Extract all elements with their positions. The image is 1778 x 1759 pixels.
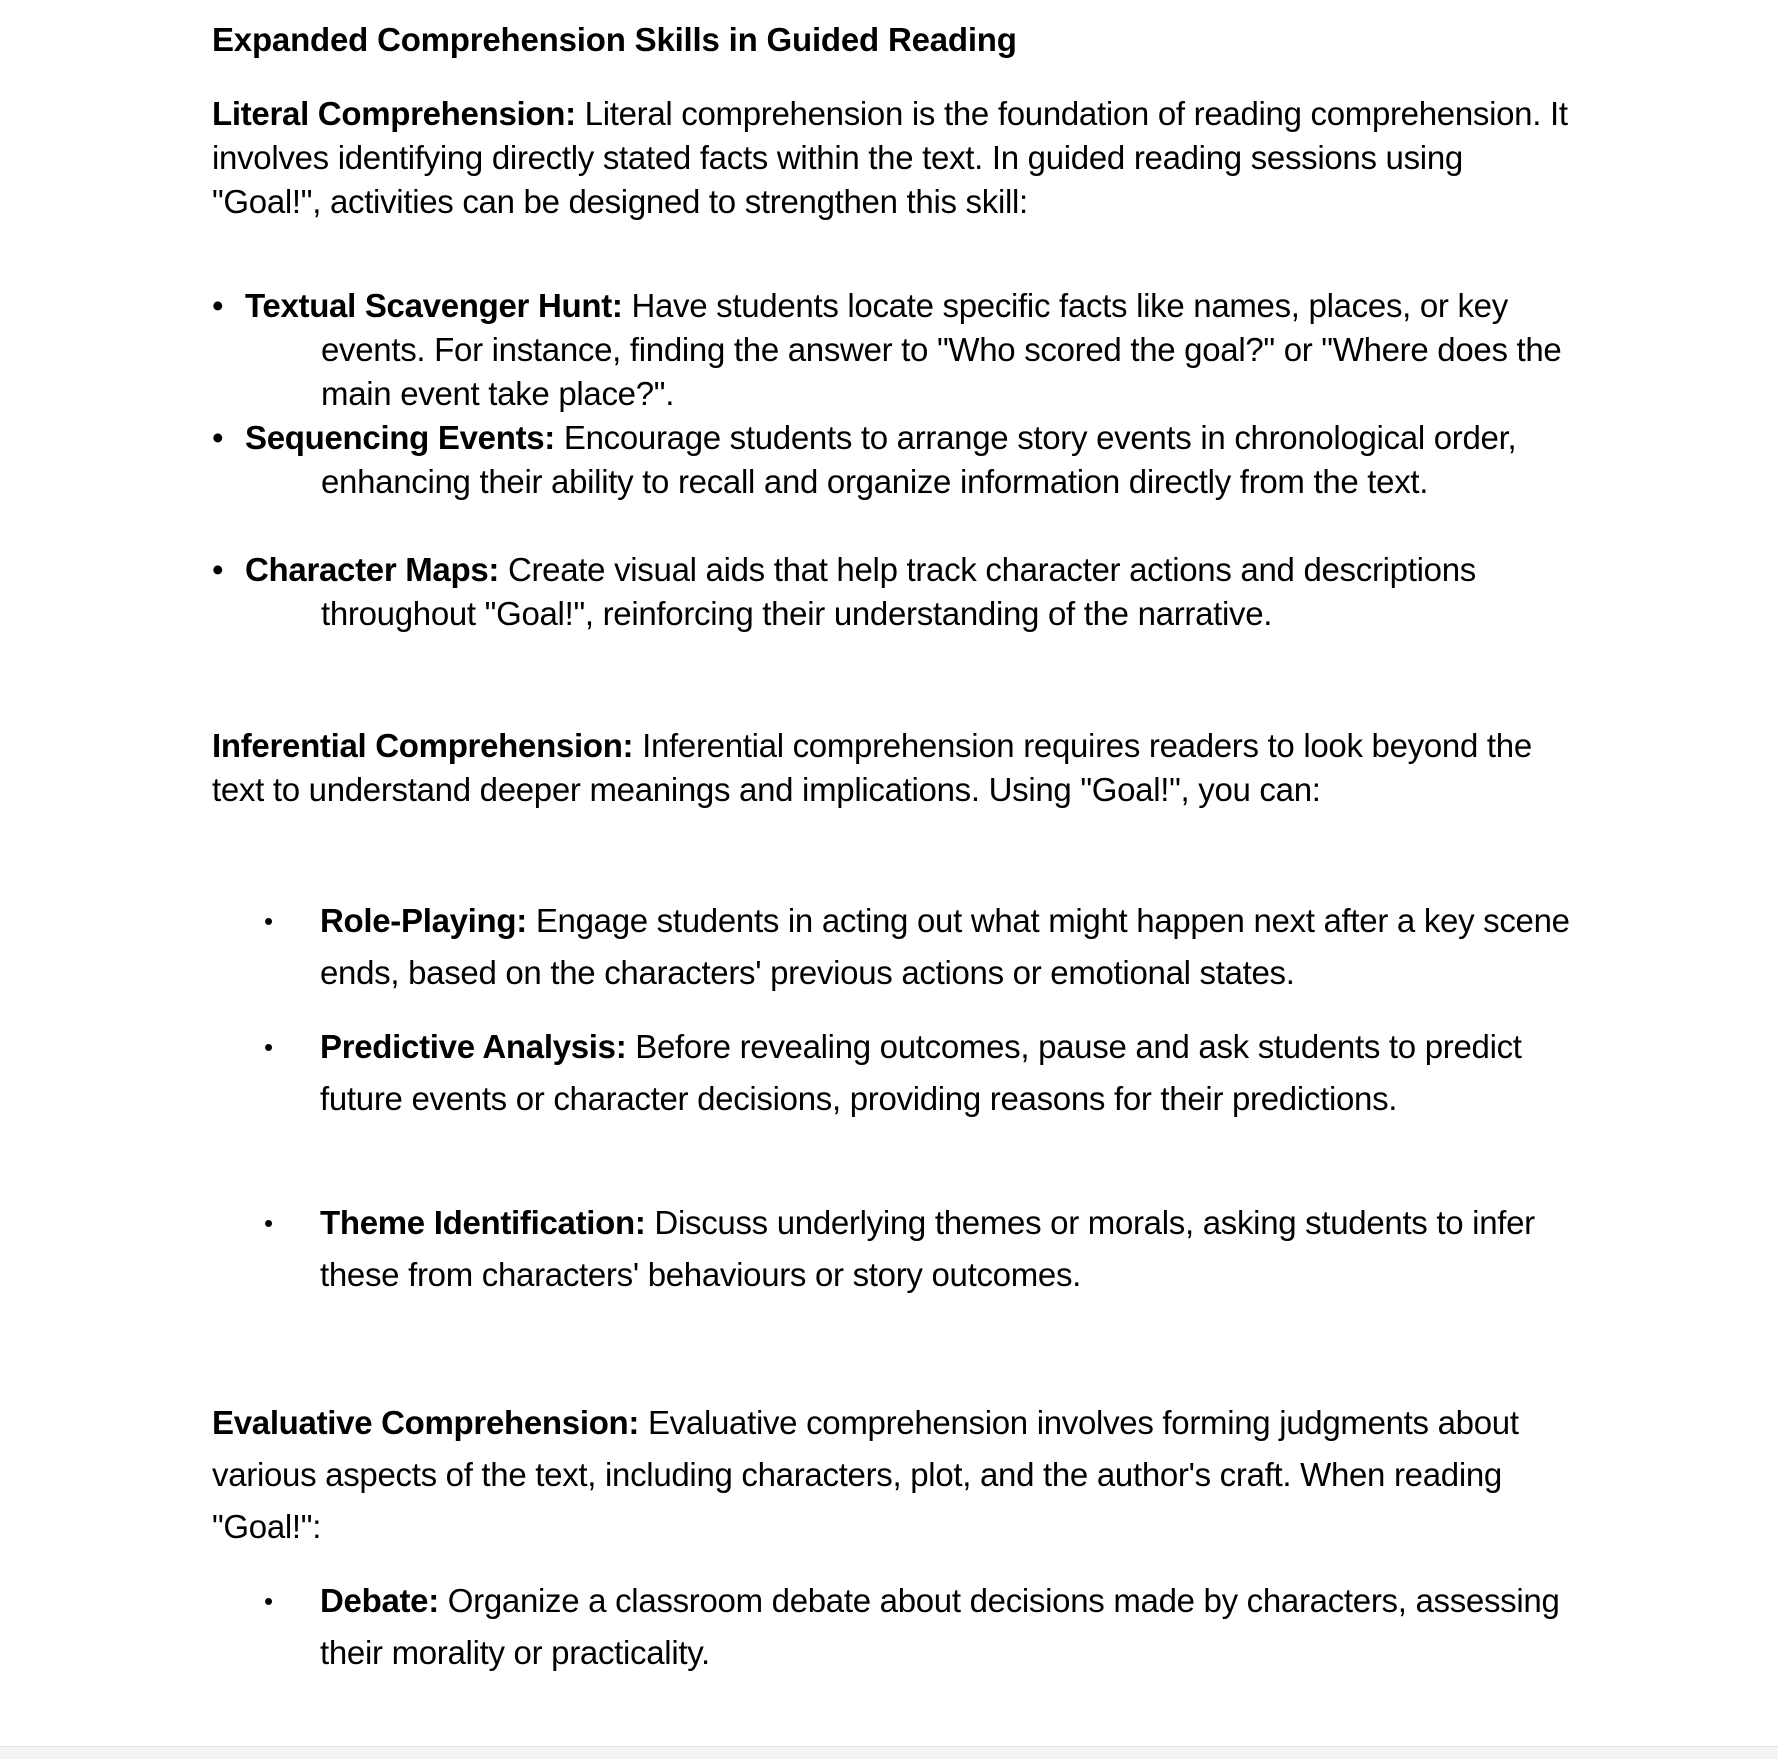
- list-item: [212, 1197, 1592, 1301]
- document-title: Expanded Comprehension Skills in Guided Reading: [212, 21, 1017, 58]
- list-item-text: Encourage students to arrange story events in chronological order, enhancing their ability to recall and organize information directly from the text.: [321, 419, 1517, 500]
- bullet-icon: •: [264, 906, 273, 936]
- list-item-text: Discuss underlying themes or morals, asking students to infer these from characters' behaviours or story outcomes.: [320, 1204, 1535, 1293]
- evaluative-body: Evaluative comprehension involves forming judgments about various aspects of the text, including characters, plot, and the author's craft. When reading "Goal!":: [212, 1404, 1519, 1545]
- bullet-icon: •: [212, 551, 224, 588]
- list-item-text: Engage students in acting out what might happen next after a key scene ends, based on the characters' previous actions or emotional states.: [320, 902, 1570, 991]
- inferential-body: Inferential comprehension requires readers to look beyond the text to understand deeper meanings and implications. Using "Goal!", you can:: [212, 727, 1532, 808]
- list-item-content: [320, 1575, 1592, 1679]
- list-item-text: Have students locate specific facts like names, places, or key events. For instance, finding the answer to "Who scored the goal?" or "Where does the main event take place?".: [321, 287, 1562, 412]
- inferential-heading: Inferential Comprehension:: [212, 727, 634, 764]
- list-item: [212, 895, 1592, 999]
- bullet-icon: •: [212, 419, 224, 456]
- list-item-label: Predictive Analysis:: [320, 1028, 627, 1065]
- inferential-paragraph: [212, 724, 1572, 812]
- literal-body: Literal comprehension is the foundation of reading comprehension. It involves identifying directly stated facts within the text. In guided reading sessions using "Goal!", activities can be designed to strengthen this skill:: [212, 95, 1568, 220]
- list-item-content: [245, 548, 1592, 636]
- list-item: [212, 548, 1592, 636]
- list-item-label: Debate:: [320, 1582, 439, 1619]
- list-item-content: [320, 1021, 1592, 1125]
- list-item-label: Textual Scavenger Hunt:: [245, 287, 623, 324]
- list-item: [212, 1575, 1592, 1679]
- list-item-label: Theme Identification:: [320, 1204, 646, 1241]
- list-item-content: [320, 1197, 1592, 1301]
- list-item-text: Before revealing outcomes, pause and ask students to predict future events or character decisions, providing reasons for their predictions.: [320, 1028, 1522, 1117]
- bullet-icon: •: [264, 1208, 273, 1238]
- page-bottom-edge: [0, 1746, 1778, 1759]
- list-item: [212, 284, 1592, 416]
- literal-heading: Literal Comprehension:: [212, 95, 576, 132]
- list-item-text: Organize a classroom debate about decisions made by characters, assessing their morality or practicality.: [320, 1582, 1560, 1671]
- list-item: [212, 416, 1592, 504]
- list-item-content: [245, 284, 1592, 416]
- list-item: [212, 1021, 1592, 1125]
- list-item-content: [245, 416, 1592, 504]
- literal-paragraph: [212, 92, 1572, 224]
- list-item-label: Character Maps:: [245, 551, 500, 588]
- list-item-text: Create visual aids that help track character actions and descriptions throughout "Goal!", reinforcing their understanding of the narrative.: [321, 551, 1476, 632]
- list-item-content: [320, 895, 1592, 999]
- list-item-label: Sequencing Events:: [245, 419, 556, 456]
- evaluative-heading: Evaluative Comprehension:: [212, 1404, 640, 1441]
- bullet-icon: •: [264, 1586, 273, 1616]
- bullet-icon: •: [264, 1032, 273, 1062]
- bullet-icon: •: [212, 287, 224, 324]
- list-item-label: Role-Playing:: [320, 902, 527, 939]
- evaluative-paragraph: [212, 1397, 1572, 1553]
